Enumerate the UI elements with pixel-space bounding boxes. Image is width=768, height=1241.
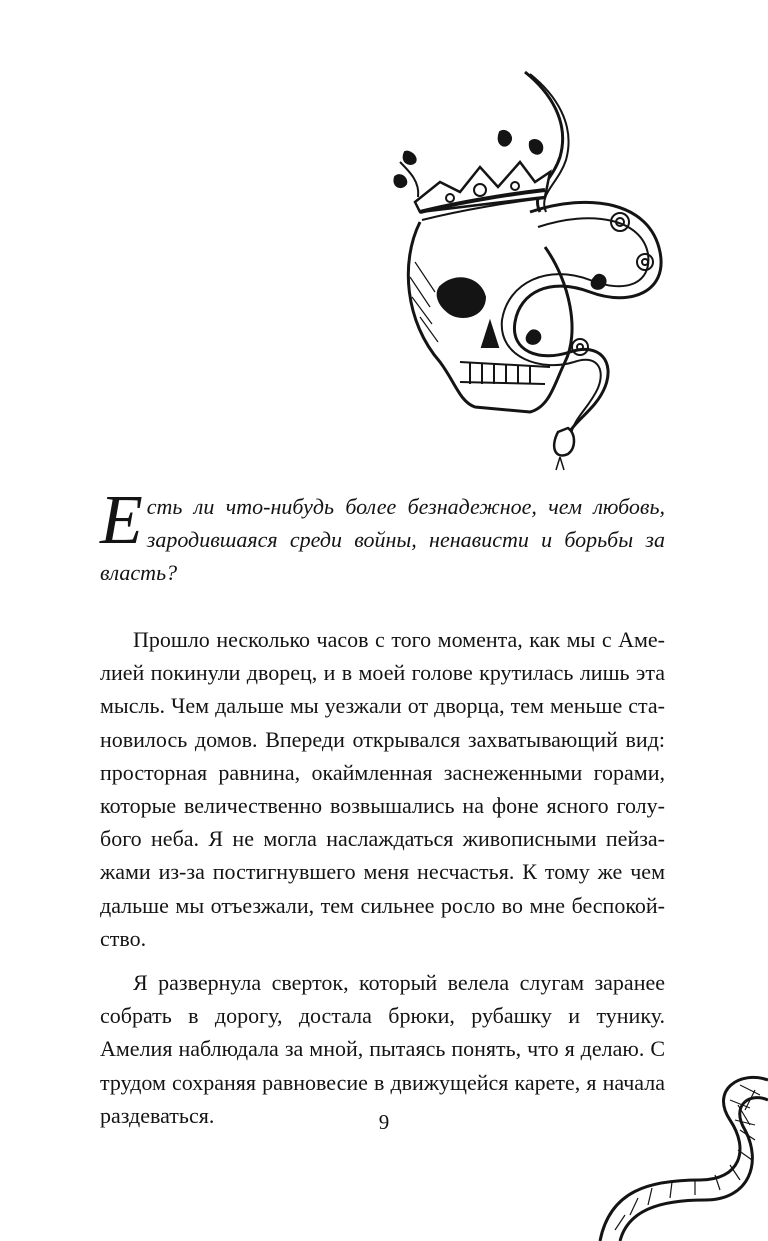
epigraph-text: сть ли что-нибудь более безнадежное, чем любовь, зародившаяся среди войны, ненависти и борьбы за власть?: [100, 494, 665, 585]
page-number: 9: [378, 1110, 390, 1134]
body-text: [100, 623, 665, 1132]
paragraph-1: Прошло несколько часов с того момента, как мы с Амелией покинули дворец, и в моей голове крутилась лишь эта мысль. Чем дальше мы уезжали от дворца, тем меньше становилось домов. Впереди открывался захватывающий вид: просторная равнина, окаймленная заснеженными горами, которые величественно возвышались на фоне ясного голубого неба. Я не могла наслаждаться живописными пейзажами из-за постигнувшего меня несчастья. К тому же чем дальше мы отъезжали, тем сильнее росло во мне беспокойство.: [100, 627, 665, 951]
paragraph-2: Я развернула сверток, который велела слугам заранее собрать в дорогу, достала брюки, рубашку и тунику. Амелия наблюдала за мной, пытаясь понять, что я делаю. С трудом сохраняя равновесие в движущейся карете, я начала раздеваться.: [100, 970, 665, 1128]
epigraph: [100, 482, 665, 589]
drop-cap: Е: [100, 482, 143, 559]
skull-crown-snake-icon: [380, 62, 680, 472]
snake-corner-icon: [590, 1070, 768, 1241]
